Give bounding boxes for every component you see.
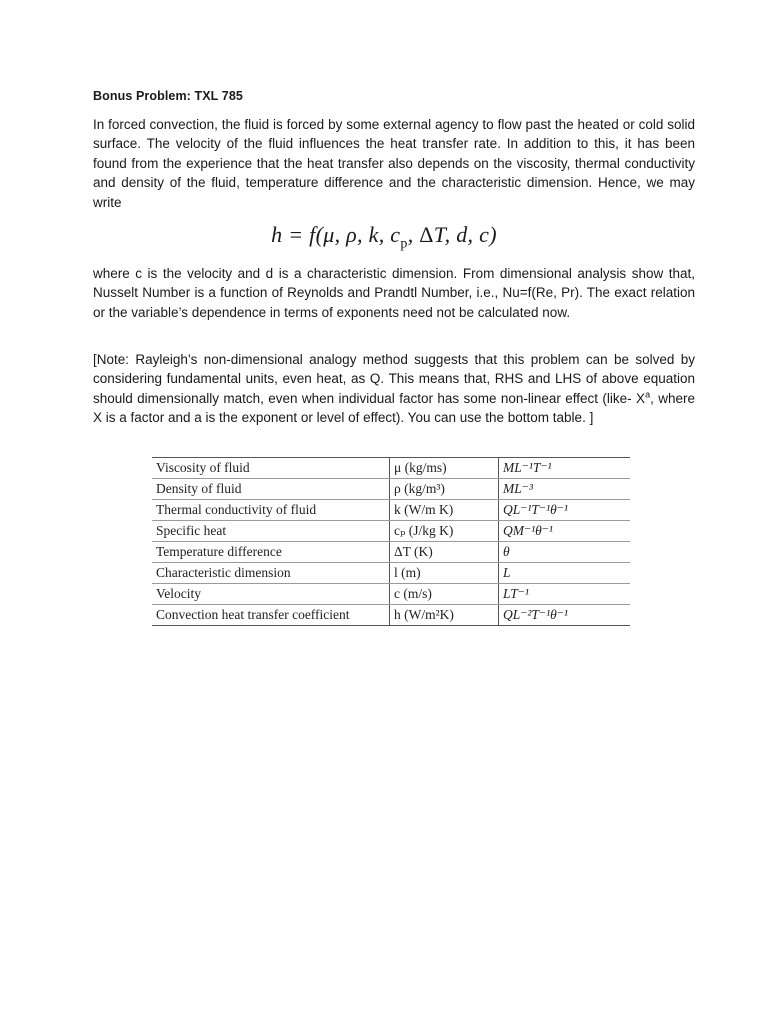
parameter-symbol: ρ (kg/m³) [390,479,499,500]
parameter-dimension: ML⁻¹T⁻¹ [499,458,631,479]
parameter-table [152,457,630,626]
parameter-name: Characteristic dimension [152,563,390,584]
parameter-name: Thermal conductivity of fluid [152,500,390,521]
table-row [152,584,630,605]
parameter-symbol: ΔT (K) [390,542,499,563]
table-row [152,563,630,584]
table-row [152,605,630,626]
equation-separator: , [407,222,420,247]
parameter-name: Velocity [152,584,390,605]
parameter-symbol: cₚ (J/kg K) [390,521,499,542]
equation-lhs: h = f( [271,222,324,247]
table-row [152,500,630,521]
explanation-paragraph: where c is the velocity and d is a characteristic dimension. From dimensional analysis show that, Nusselt Number is a function of Reynolds and Prandtl Number, i.e., Nu=f(Re, Pr). The exact relation or the variable’s dependence in terms of exponents need not be calculated now. [93,266,695,320]
parameter-dimension: ML⁻³ [499,479,631,500]
equation-subscript: p [400,236,408,252]
equation-args: μ, ρ, k, c [323,222,401,247]
parameter-symbol: l (m) [390,563,499,584]
note-paragraph [93,350,695,428]
governing-equation [0,222,768,252]
table-row [152,458,630,479]
parameter-dimension: QL⁻¹T⁻¹θ⁻¹ [499,500,631,521]
parameter-name: Density of fluid [152,479,390,500]
parameter-dimension: L [499,563,631,584]
problem-title: Bonus Problem: TXL 785 [93,89,243,103]
intro-paragraph: In forced convection, the fluid is forced by some external agency to flow past the heated or cold solid surface. The velocity of the fluid influences the heat transfer rate. In addition to this, it has been found from the experience that the heat transfer also depends on the viscosity, thermal conductivity and density of the fluid, temperature difference and the characteristic dimension. Hence, we may write [93,117,695,210]
parameter-name: Temperature difference [152,542,390,563]
parameter-name: Viscosity of fluid [152,458,390,479]
note-text-1: [Note: Rayleigh’s non-dimensional analogy method suggests that this problem can be solved by considering fundamental units, even heat, as Q. This means that, RHS and LHS of above equation should dimensionally match, even when individual factor has some non-linear effect (like- X [93,352,695,406]
parameter-symbol: c (m/s) [390,584,499,605]
parameter-symbol: μ (kg/ms) [390,458,499,479]
parameter-dimension: QL⁻²T⁻¹θ⁻¹ [499,605,631,626]
note-text-2: , where X is a factor and a is the exponent or level of effect). You can use the bottom table. ] [93,390,695,426]
table-row [152,542,630,563]
parameter-symbol: h (W/m²K) [390,605,499,626]
parameter-dimension: LT⁻¹ [499,584,631,605]
parameter-symbol: k (W/m K) [390,500,499,521]
parameter-name: Convection heat transfer coefficient [156,607,350,622]
parameter-dimension: θ [499,542,631,563]
parameter-dimension: QM⁻¹θ⁻¹ [499,521,631,542]
table-row [152,479,630,500]
equation-delta: Δ [419,222,434,247]
table-row [152,521,630,542]
equation-rest: T, d, c) [433,222,497,247]
parameter-name: Specific heat [152,521,390,542]
note-superscript: a [645,389,651,400]
